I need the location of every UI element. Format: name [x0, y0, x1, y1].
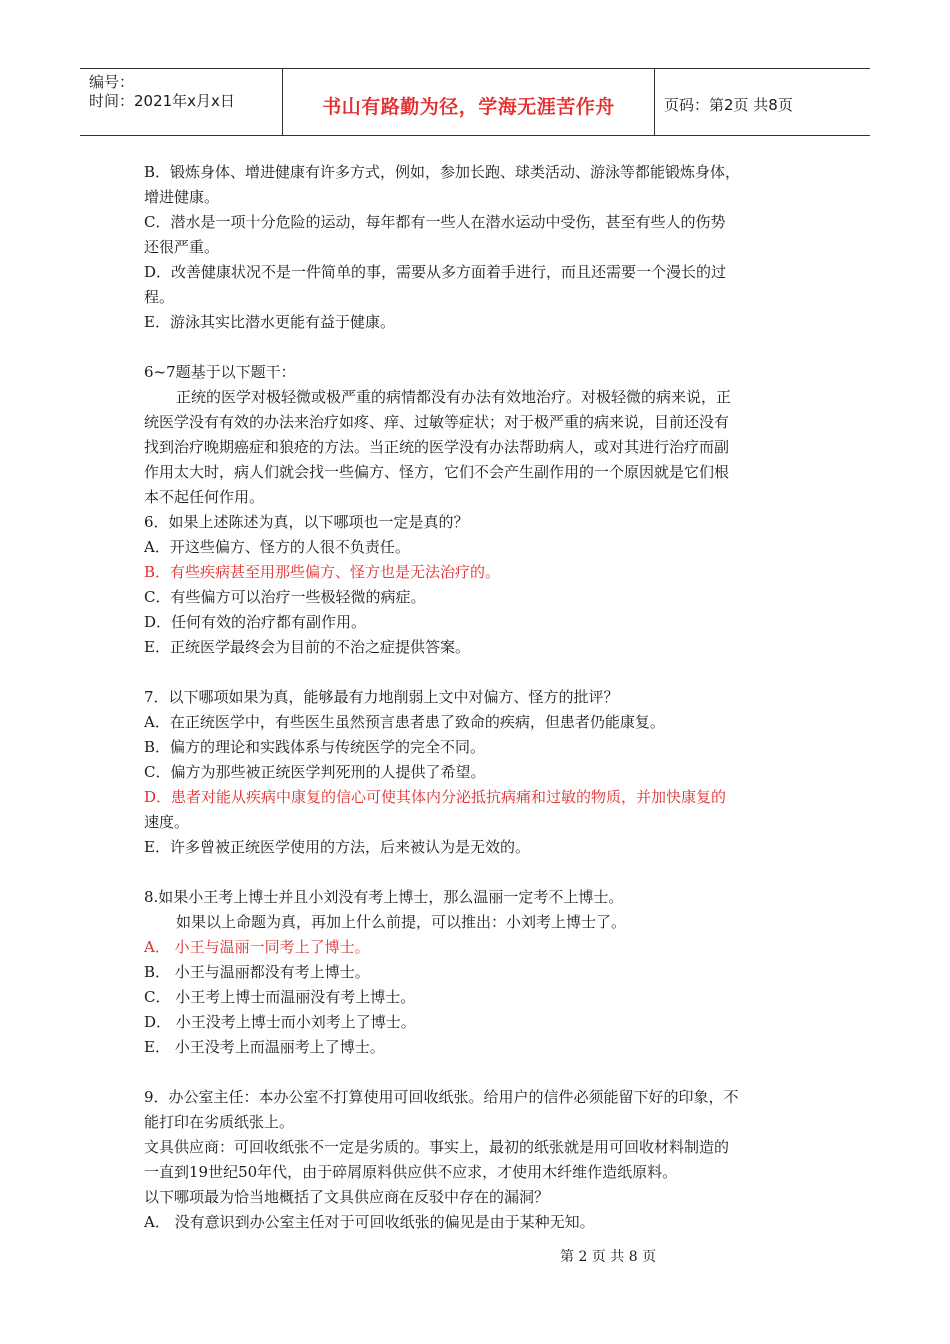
text-line: E．正统医学最终会为目前的不治之症提供答案。 — [144, 638, 470, 656]
text-line: 程。 — [144, 288, 175, 306]
text-line: 6~7题基于以下题干： — [144, 363, 296, 381]
text-line: C． 小王考上博士而温丽没有考上博士。 — [144, 988, 416, 1006]
document-date: 时间：2021年x月x日 — [89, 92, 235, 110]
header-divider-right — [654, 68, 655, 135]
document-number-label: 编号： — [89, 73, 135, 91]
header-motto: 书山有路勤为径，学海无涯苦作舟 — [322, 96, 615, 118]
footer-page-number: 第 2 页 共 8 页 — [560, 1249, 657, 1265]
header-page-info: 页码：第2页 共8页 — [664, 96, 793, 114]
paragraph-spacer — [144, 1060, 814, 1085]
text-line: 6．如果上述陈述为真，以下哪项也一定是真的？ — [144, 513, 469, 531]
text-line: E．许多曾被正统医学使用的方法，后来被认为是无效的。 — [144, 838, 530, 856]
text-line: D．任何有效的治疗都有副作用。 — [144, 613, 367, 631]
text-line: A． 没有意识到办公室主任对于可回收纸张的偏见是由于某种无知。 — [144, 1213, 595, 1231]
paragraph-spacer — [144, 335, 814, 360]
paragraph-spacer — [144, 660, 814, 685]
text-line: D．患者对能从疾病中康复的信心可使其体内分泌抵抗病痛和过敏的物质，并加快康复的 — [144, 788, 727, 806]
text-line: C．潜水是一项十分危险的运动，每年都有一些人在潜水运动中受伤，甚至有些人的伤势 — [144, 213, 726, 231]
header-top-rule — [80, 68, 870, 69]
text-line: B．锻炼身体、增进健康有许多方式，例如，参加长跑、球类活动、游泳等都能锻炼身体， — [144, 163, 741, 181]
text-line: B．偏方的理论和实践体系与传统医学的完全不同。 — [144, 738, 486, 756]
text-line: 以下哪项最为恰当地概括了文具供应商在反驳中存在的漏洞？ — [144, 1188, 550, 1206]
text-line: 正统的医学对极轻微或极严重的病情都没有办法有效地治疗。对极轻微的病来说，正 — [176, 388, 732, 406]
text-line: 7．以下哪项如果为真，能够最有力地削弱上文中对偏方、怪方的批评？ — [144, 688, 619, 706]
text-line: 速度。 — [144, 813, 190, 831]
paragraph-spacer — [144, 860, 814, 885]
text-line: 本不起任何作用。 — [144, 488, 265, 506]
text-line: D．改善健康状况不是一件简单的事，需要从多方面着手进行，而且还需要一个漫长的过 — [144, 263, 727, 281]
text-line: 作用太大时，病人们就会找一些偏方、怪方，它们不会产生副作用的一个原因就是它们根 — [144, 463, 730, 481]
text-line: A． 小王与温丽一同考上了博士。 — [144, 938, 370, 956]
text-line: C．有些偏方可以治疗一些极轻微的病症。 — [144, 588, 426, 606]
text-line: 8.如果小王考上博士并且小刘没有考上博士，那么温丽一定考不上博士。 — [144, 888, 624, 906]
text-line: A．在正统医学中，有些医生虽然预言患者患了致命的疾病，但患者仍能康复。 — [144, 713, 665, 731]
text-line: 一直到19世纪50年代，由于碎屑原料供应供不应求，才使用木纤维作造纸原料。 — [144, 1163, 678, 1181]
text-line: D． 小王没考上博士而小刘考上了博士。 — [144, 1013, 416, 1031]
text-line: 增进健康。 — [144, 188, 220, 206]
text-line: B．有些疾病甚至用那些偏方、怪方也是无法治疗的。 — [144, 563, 501, 581]
text-line: 还很严重。 — [144, 238, 220, 256]
text-line: 能打印在劣质纸张上。 — [144, 1113, 295, 1131]
text-line: B． 小王与温丽都没有考上博士。 — [144, 963, 370, 981]
text-line: C．偏方为那些被正统医学判死刑的人提供了希望。 — [144, 763, 486, 781]
text-line: 如果以上命题为真，再加上什么前提，可以推出：小刘考上博士了。 — [176, 913, 627, 931]
text-line: E． 小王没考上而温丽考上了博士。 — [144, 1038, 385, 1056]
document-body — [144, 160, 814, 1235]
header-meta — [89, 73, 235, 111]
text-line: 9．办公室主任：本办公室不打算使用可回收纸张。给用户的信件必须能留下好的印象，不 — [144, 1088, 739, 1106]
page-footer — [560, 1246, 656, 1266]
header-bottom-rule — [80, 135, 870, 136]
text-line: 找到治疗晚期癌症和狼疮的方法。当正统的医学没有办法帮助病人，或对其进行治疗而副 — [144, 438, 730, 456]
text-line: 统医学没有有效的办法来治疗如疼、痒、过敏等症状；对于极严重的病来说，目前还没有 — [144, 413, 730, 431]
text-line: 文具供应商：可回收纸张不一定是劣质的。事实上，最初的纸张就是用可回收材料制造的 — [144, 1138, 730, 1156]
text-line: E．游泳其实比潜水更能有益于健康。 — [144, 313, 395, 331]
text-line: A．开这些偏方、怪方的人很不负责任。 — [144, 538, 410, 556]
